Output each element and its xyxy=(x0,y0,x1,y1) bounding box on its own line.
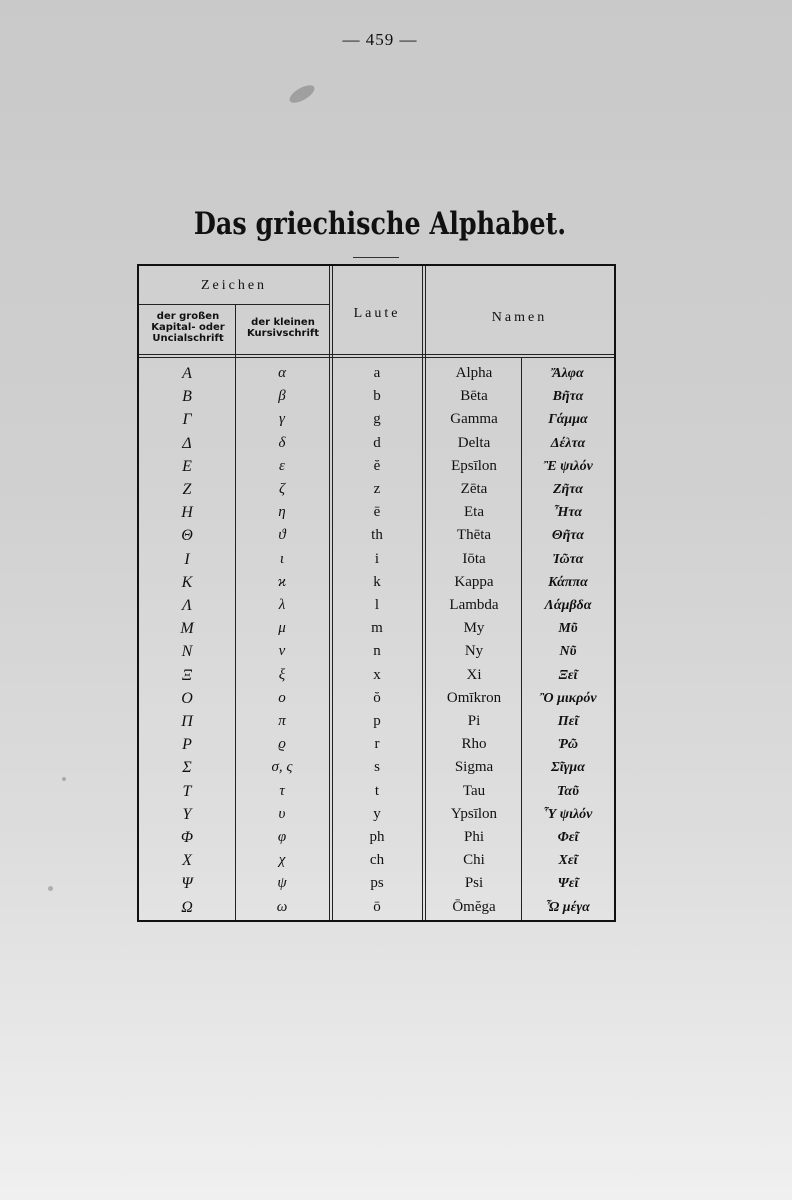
table-row xyxy=(139,478,614,501)
sound-cell: ē xyxy=(373,504,381,521)
latin-name-cell: Alpha xyxy=(455,365,493,381)
minuscule-letter-cell: λ xyxy=(278,597,286,613)
latin-name-cell: Epsīlon xyxy=(451,457,497,474)
page-number: — 459 — xyxy=(342,30,418,49)
minuscule-letter-cell: φ xyxy=(277,829,287,845)
sound-cell: y xyxy=(373,805,381,822)
latin-name-cell: Iōta xyxy=(462,550,486,567)
header-zeichen: Zeichen xyxy=(200,278,268,293)
table-row xyxy=(139,872,614,895)
capital-letter-cell: Μ xyxy=(180,620,194,638)
capital-letter-cell: Ξ xyxy=(181,666,193,684)
latin-name-cell: Gamma xyxy=(450,411,498,428)
table-row xyxy=(139,548,614,571)
greek-name-cell: Ῥῶ xyxy=(557,737,579,753)
table-row xyxy=(139,896,614,919)
sound-cell: i xyxy=(374,550,380,567)
minuscule-letter-cell: ο xyxy=(278,689,286,706)
minuscule-letter-cell: μ xyxy=(278,620,286,637)
sound-cell: s xyxy=(374,759,380,776)
greek-name-cell: Νῦ xyxy=(559,644,577,660)
latin-name-cell: Eta xyxy=(464,504,484,521)
capital-letter-cell: Φ xyxy=(180,829,194,846)
header-minuscule: der kleinen Kursivschrift xyxy=(246,317,319,339)
capital-letter-cell: Ν xyxy=(181,643,193,661)
table-row xyxy=(139,733,614,756)
latin-name-cell: Pi xyxy=(467,713,481,729)
greek-name-cell: Χεῖ xyxy=(558,853,578,869)
minuscule-letter-cell: π xyxy=(278,713,286,729)
ink-dot xyxy=(48,886,53,891)
latin-name-cell: Thēta xyxy=(456,527,492,544)
sound-cell: l xyxy=(374,597,380,613)
sound-cell: ĕ xyxy=(373,457,381,474)
greek-name-cell: Ὗ ψιλόν xyxy=(543,806,593,822)
table-row xyxy=(139,571,614,594)
latin-name-cell: Ypsīlon xyxy=(450,805,498,822)
sound-cell: p xyxy=(373,713,381,729)
minuscule-letter-cell: η xyxy=(278,504,286,521)
greek-name-cell: Μῦ xyxy=(558,621,578,637)
table-row xyxy=(139,385,614,408)
minuscule-letter-cell: δ xyxy=(278,434,286,451)
sound-cell: ō xyxy=(373,898,381,915)
sound-cell: ps xyxy=(370,875,384,892)
table-row xyxy=(139,710,614,733)
capital-letter-cell: Κ xyxy=(181,573,193,591)
latin-name-cell: Rho xyxy=(461,736,487,753)
greek-name-cell: Ἰῶτα xyxy=(552,551,584,567)
table-row xyxy=(139,362,614,385)
greek-name-cell: Ζῆτα xyxy=(553,482,583,497)
latin-name-cell: Psi xyxy=(464,875,484,892)
minuscule-letter-cell: τ xyxy=(279,782,285,799)
greek-name-cell: Θῆτα xyxy=(551,528,585,544)
capital-letter-cell: Θ xyxy=(181,527,193,545)
greek-name-cell: Λάμβδα xyxy=(544,598,592,613)
capital-letter-cell: Ω xyxy=(181,898,193,916)
greek-name-cell: Ὂ μικρόν xyxy=(539,690,597,706)
sound-cell: g xyxy=(373,411,381,428)
minuscule-letter-cell: β xyxy=(278,388,286,405)
sound-cell: r xyxy=(374,736,380,753)
minuscule-letter-cell: α xyxy=(278,365,286,381)
table-row xyxy=(139,780,614,803)
capital-letter-cell: Ε xyxy=(182,457,192,475)
table-row xyxy=(139,849,614,872)
sound-cell: k xyxy=(373,573,381,590)
greek-name-cell: Δέλτα xyxy=(550,435,586,451)
title-rule xyxy=(353,257,399,258)
greek-name-cell: Ταῦ xyxy=(557,783,579,799)
minuscule-letter-cell: χ xyxy=(278,852,286,869)
sound-cell: th xyxy=(371,527,383,544)
latin-name-cell: Omīkron xyxy=(446,689,502,706)
capital-letter-cell: Η xyxy=(181,504,193,522)
minuscule-letter-cell: υ xyxy=(278,805,286,822)
minuscule-letter-cell: ϑ xyxy=(278,527,286,544)
alphabet-table xyxy=(137,264,616,922)
table-row xyxy=(139,756,614,779)
capital-letter-cell: Σ xyxy=(182,759,192,777)
table-row xyxy=(139,664,614,687)
minuscule-letter-cell: ξ xyxy=(278,666,286,683)
sound-cell: t xyxy=(374,782,380,799)
sound-cell: ch xyxy=(369,852,385,869)
capital-letter-cell: Ρ xyxy=(182,736,192,754)
minuscule-letter-cell: σ, ς xyxy=(271,759,293,776)
latin-name-cell: Ōmĕga xyxy=(452,898,496,915)
latin-name-cell: Ny xyxy=(464,643,484,660)
capital-letter-cell: Υ xyxy=(182,805,192,823)
greek-name-cell: Γάμμα xyxy=(548,412,588,428)
latin-name-cell: Sigma xyxy=(454,759,494,776)
capital-letter-cell: Β xyxy=(182,388,192,406)
latin-name-cell: Phi xyxy=(463,829,484,845)
latin-name-cell: Kappa xyxy=(454,573,494,590)
greek-name-cell: Σῖγμα xyxy=(551,760,585,776)
latin-name-cell: Bēta xyxy=(460,388,488,405)
header-laute: Laute xyxy=(353,306,401,321)
latin-name-cell: Tau xyxy=(462,782,486,799)
greek-name-cell: Ξεῖ xyxy=(558,667,578,683)
sound-cell: ŏ xyxy=(373,689,381,706)
greek-name-cell: Ψεῖ xyxy=(557,876,579,892)
capital-letter-cell: Π xyxy=(181,713,193,730)
header-rule xyxy=(139,354,614,355)
minuscule-letter-cell: γ xyxy=(279,411,285,428)
greek-name-cell: Ἄλφα xyxy=(552,366,584,381)
minuscule-letter-cell: ε xyxy=(279,457,285,474)
sound-cell: z xyxy=(373,481,381,497)
header-capital: der großen Kapital- oder Uncialschrift xyxy=(151,311,225,344)
minuscule-letter-cell: ι xyxy=(279,550,285,567)
table-row xyxy=(139,408,614,431)
table-row xyxy=(139,501,614,524)
minuscule-letter-cell: ν xyxy=(278,643,286,660)
latin-name-cell: Delta xyxy=(457,434,491,451)
capital-letter-cell: Ζ xyxy=(182,481,192,498)
table-row xyxy=(139,455,614,478)
latin-name-cell: My xyxy=(463,620,485,637)
minuscule-letter-cell: ψ xyxy=(277,875,287,892)
sound-cell: d xyxy=(373,434,381,451)
greek-name-cell: Κάππα xyxy=(548,574,588,590)
minuscule-letter-cell: ϱ xyxy=(278,736,286,753)
latin-name-cell: Zēta xyxy=(460,481,488,497)
table-row xyxy=(139,432,614,455)
sound-cell: n xyxy=(373,643,381,660)
greek-name-cell: Βῆτα xyxy=(552,389,584,405)
capital-letter-cell: Λ xyxy=(182,597,192,614)
capital-letter-cell: Ο xyxy=(181,689,193,707)
minuscule-letter-cell: ϰ xyxy=(277,573,287,590)
capital-letter-cell: Ψ xyxy=(181,875,193,893)
page-title: Das griechische Alphabet. xyxy=(193,206,567,242)
greek-name-cell: Ὦ μέγα xyxy=(546,899,590,915)
capital-letter-cell: Δ xyxy=(182,434,192,452)
header-rule xyxy=(139,357,614,358)
table-row xyxy=(139,594,614,617)
table-row xyxy=(139,803,614,826)
greek-name-cell: Φεῖ xyxy=(557,830,579,845)
latin-name-cell: Lambda xyxy=(449,597,499,613)
minuscule-letter-cell: ζ xyxy=(278,481,286,497)
greek-name-cell: Ἦτα xyxy=(553,505,583,521)
table-row xyxy=(139,524,614,547)
minuscule-letter-cell: ω xyxy=(276,898,288,915)
sound-cell: ph xyxy=(369,829,385,845)
table-row xyxy=(139,826,614,849)
table-row xyxy=(139,640,614,663)
ink-dot xyxy=(62,777,66,781)
sound-cell: m xyxy=(371,620,383,637)
header-rule xyxy=(139,304,329,305)
table-row xyxy=(139,687,614,710)
greek-name-cell: Πεῖ xyxy=(557,714,579,729)
header-namen: Namen xyxy=(491,310,548,325)
sound-cell: b xyxy=(373,388,381,405)
capital-letter-cell: Α xyxy=(182,365,192,382)
latin-name-cell: Chi xyxy=(463,852,485,869)
latin-name-cell: Xi xyxy=(466,666,482,683)
capital-letter-cell: Χ xyxy=(182,852,192,870)
sound-cell: x xyxy=(373,666,381,683)
table-row xyxy=(139,617,614,640)
capital-letter-cell: Γ xyxy=(182,411,192,429)
capital-letter-cell: Τ xyxy=(182,782,192,800)
greek-name-cell: Ἒ ψιλόν xyxy=(543,458,593,474)
capital-letter-cell: Ι xyxy=(184,550,190,568)
sound-cell: a xyxy=(373,365,381,381)
ink-smudge xyxy=(287,82,317,106)
